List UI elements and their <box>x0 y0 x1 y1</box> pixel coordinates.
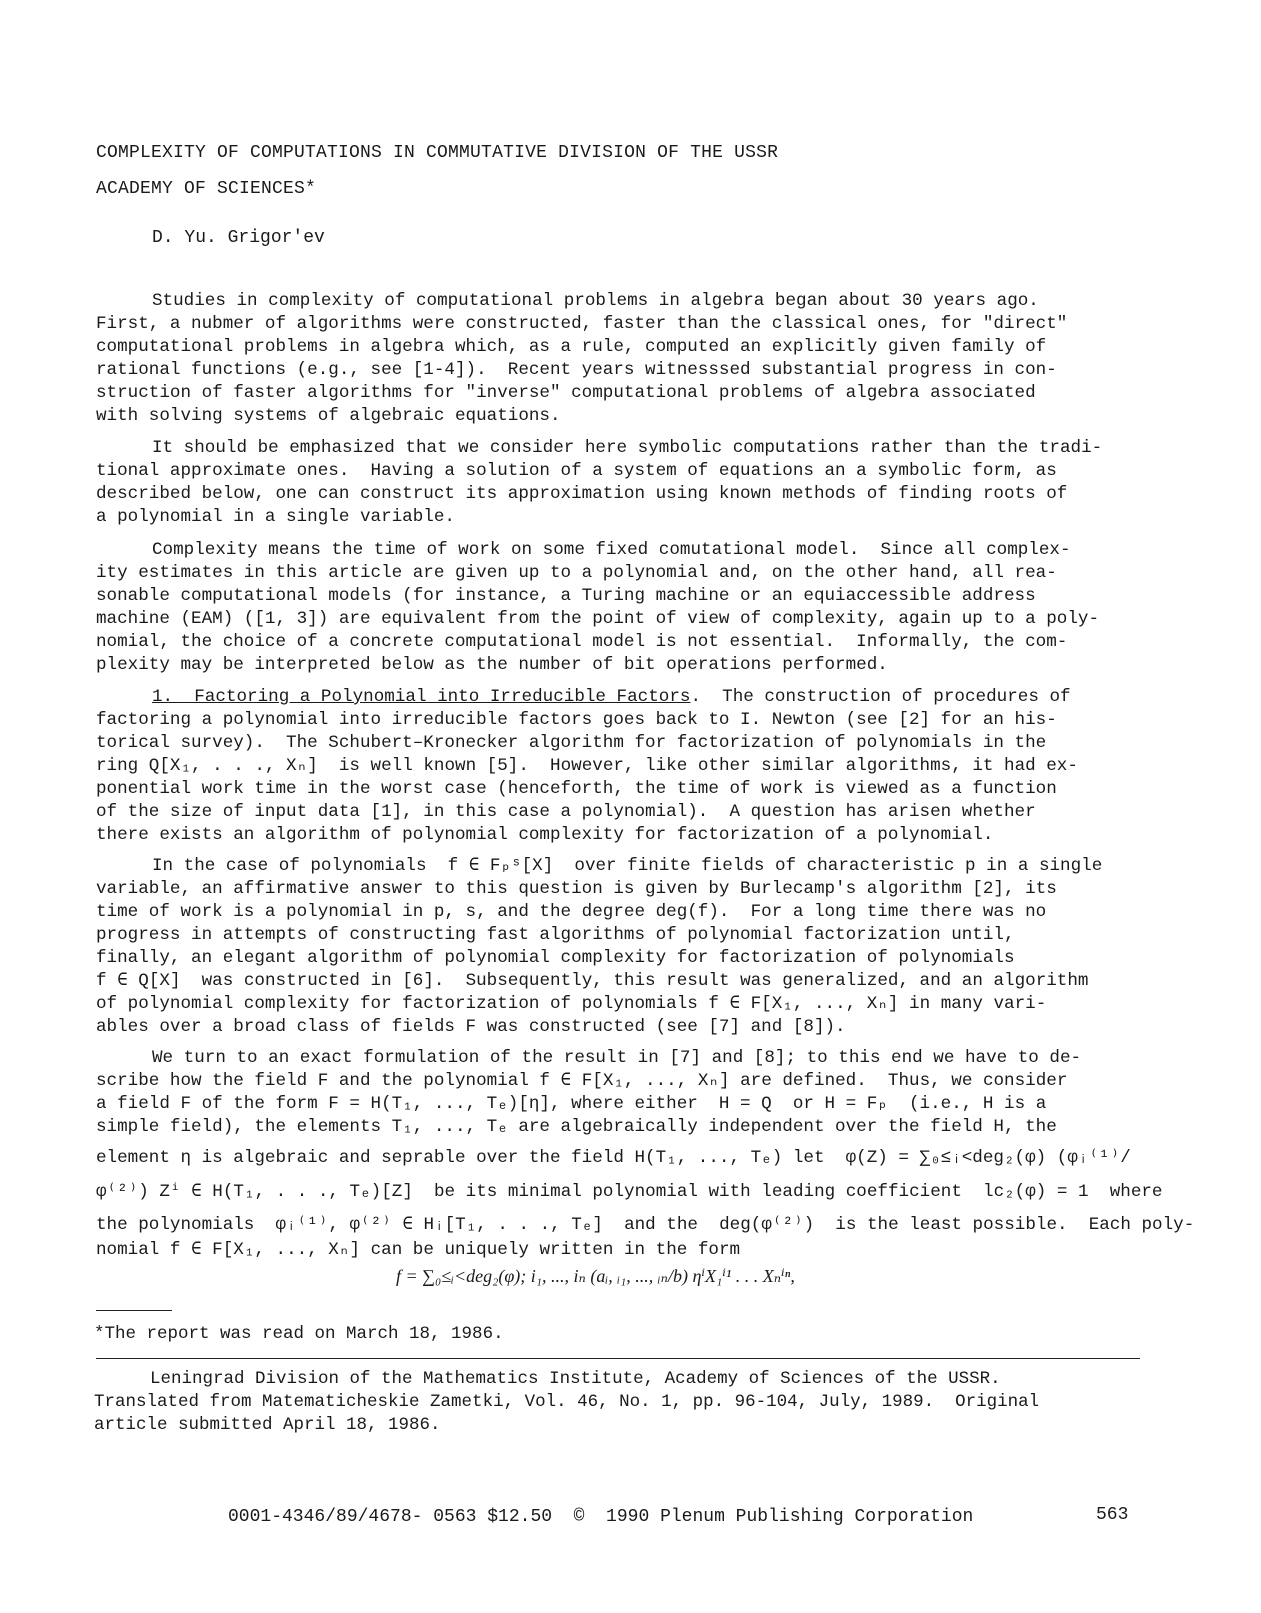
text-line: there exists an algorithm of polynomial complexity for factorization of a polynomial. <box>96 825 994 845</box>
text-line: computational problems in algebra which, as a rule, computed an explicitly given family of <box>96 337 1047 357</box>
text-line: factoring a polynomial into irreducible factors goes back to I. Newton (see [2] for an his- <box>96 710 1057 730</box>
text-line: with solving systems of algebraic equations. <box>96 406 561 426</box>
text-line: a field F of the form F = H(T₁, ..., Tₑ)[η], where either H = Q or H = Fₚ (i.e., H is a <box>96 1094 1047 1114</box>
page-number: 563 <box>1096 1505 1129 1525</box>
text-line: ity estimates in this article are given up to a polynomial and, on the other hand, all rea- <box>96 563 1057 583</box>
paper-title-line-1: COMPLEXITY OF COMPUTATIONS IN COMMUTATIVE DIVISION OF THE USSR <box>96 143 779 163</box>
affiliation-line: Translated from Matematicheskie Zametki, Vol. 46, No. 1, pp. 96-104, July, 1989. Original <box>94 1392 1040 1412</box>
text-line: ables over a broad class of fields F was constructed (see [7] and [8]). <box>96 1017 846 1037</box>
paragraph-intro <box>96 290 1186 428</box>
section-heading-rest: . The construction of procedures of <box>690 687 1071 707</box>
text-line: progress in attempts of constructing fast algorithms of polynomial factorization until, <box>96 925 1015 945</box>
copyright-code: 0001-4346/89/4678- 0563 $12.50 © 1990 Plenum Publishing Corporation <box>228 1507 974 1527</box>
affiliation-rule <box>96 1358 1140 1359</box>
text-line: f ∈ Q[X] was constructed in [6]. Subsequently, this result was generalized, and an algorithm <box>96 971 1089 991</box>
display-formula: f = ∑₀≤ᵢ<deg₂(φ); i₁, ..., iₙ (aᵢ, ᵢ₁, ..., ᵢₙ/b) ηⁱX₁ⁱ¹ . . . Xₙⁱⁿ, <box>396 1266 795 1286</box>
text-line: ring Q[X₁, . . ., Xₙ] is well known [5]. However, like other similar algorithms, it had ex- <box>96 756 1078 776</box>
text-line: It should be emphasized that we consider here symbolic computations rather than the tradi- <box>152 438 1103 458</box>
text-line: φ⁽²⁾) Zⁱ ∈ H(T₁, . . ., Tₑ)[Z] be its minimal polynomial with leading coefficient lc₂(φ) = 1 where <box>96 1182 1163 1202</box>
text-line: Studies in complexity of computational problems in algebra began about 30 years ago. <box>152 291 1039 311</box>
text-line: a polynomial in a single variable. <box>96 507 455 527</box>
text-line: of the size of input data [1], in this case a polynomial). A question has arisen whether <box>96 802 1036 822</box>
text-line: tional approximate ones. Having a solution of a system of equations an a symbolic form, as <box>96 461 1057 481</box>
text-line: sonable computational models (for instance, a Turing machine or an equiaccessible address <box>96 586 1036 606</box>
text-line: finally, an elegant algorithm of polynomial complexity for factorization of polynomials <box>96 948 1015 968</box>
section-factoring <box>96 686 1186 847</box>
text-line: variable, an affirmative answer to this question is given by Burlecamp's algorithm [2], its <box>96 879 1057 899</box>
text-line: rational functions (e.g., see [1-4]). Recent years witnesssed substantial progress in con- <box>96 360 1057 380</box>
author-name: D. Yu. Grigor'ev <box>152 228 325 248</box>
text-line: of polynomial complexity for factorization of polynomials f ∈ F[X₁, ..., Xₙ] in many vari- <box>96 994 1047 1014</box>
text-line: the polynomials φᵢ⁽¹⁾, φ⁽²⁾ ∈ Hᵢ[T₁, . . ., Tₑ] and the deg(φ⁽²⁾) is the least possible. Each poly- <box>96 1215 1195 1235</box>
text-line: machine (EAM) ([1, 3]) are equivalent from the point of view of complexity, again up to a poly- <box>96 609 1100 629</box>
paragraph-symbolic <box>96 437 1186 529</box>
affiliation-line: article submitted April 18, 1986. <box>94 1415 441 1435</box>
footnote-rule <box>96 1310 172 1311</box>
text-line: described below, one can construct its approximation using known methods of finding roots of <box>96 484 1068 504</box>
text-line: We turn to an exact formulation of the result in [7] and [8]; to this end we have to de- <box>152 1048 1082 1068</box>
text-line: nomial, the choice of a concrete computational model is not essential. Informally, the com- <box>96 632 1068 652</box>
text-line: simple field), the elements T₁, ..., Tₑ are algebraically independent over the field H, the <box>96 1117 1057 1137</box>
paper-title-line-2: ACADEMY OF SCIENCES* <box>96 179 317 199</box>
footnote: *The report was read on March 18, 1986. <box>94 1324 504 1344</box>
text-line <box>96 686 1186 709</box>
text-line: plexity may be interpreted below as the number of bit operations performed. <box>96 655 888 675</box>
text-line: Complexity means the time of work on some fixed comutational model. Since all complex- <box>152 540 1071 560</box>
paragraph-formulation <box>96 1045 1195 1260</box>
paragraph-complexity <box>96 539 1186 677</box>
text-line: scribe how the field F and the polynomial f ∈ F[X₁, ..., Xₙ] are defined. Thus, we consider <box>96 1071 1068 1091</box>
text-line: First, a nubmer of algorithms were constructed, faster than the classical ones, for "direct" <box>96 314 1068 334</box>
affiliation-block <box>94 1368 1039 1437</box>
text-line: torical survey). The Schubert–Kronecker algorithm for factorization of polynomials in the <box>96 733 1047 753</box>
text-line: In the case of polynomials f ∈ Fₚˢ[X] over finite fields of characteristic p in a single <box>152 856 1103 876</box>
affiliation-line: Leningrad Division of the Mathematics Institute, Academy of Sciences of the USSR. <box>150 1369 1001 1389</box>
section-heading: 1. Factoring a Polynomial into Irreducible Factors <box>152 687 691 707</box>
text-line: time of work is a polynomial in p, s, and the degree deg(f). For a long time there was no <box>96 902 1047 922</box>
paragraph-finite-fields <box>96 855 1186 1039</box>
text-line: ponential work time in the worst case (henceforth, the time of work is viewed as a function <box>96 779 1057 799</box>
text-line: element η is algebraic and seprable over the field H(T₁, ..., Tₑ) let φ(Z) = ∑₀≤ᵢ<deg₂(φ) (φᵢ⁽¹⁾/ <box>96 1148 1131 1168</box>
text-line: struction of faster algorithms for "inverse" computational problems of algebra associated <box>96 383 1036 403</box>
text-line: nomial f ∈ F[X₁, ..., Xₙ] can be uniquely written in the form <box>96 1240 741 1260</box>
